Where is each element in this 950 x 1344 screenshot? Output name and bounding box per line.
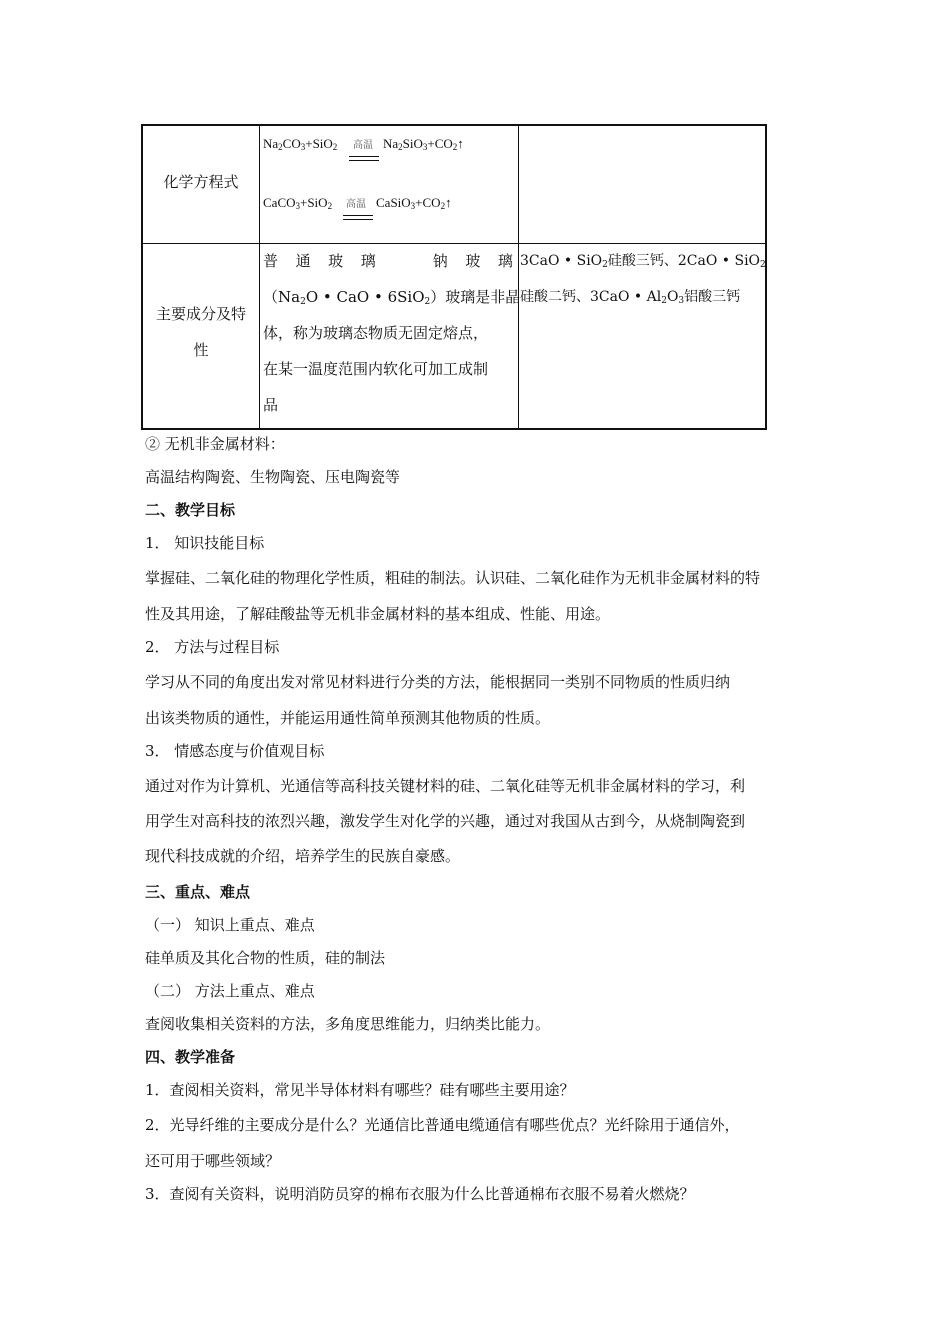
row-label-line: 性 bbox=[193, 341, 209, 359]
section-heading: 四、教学准备 bbox=[145, 1048, 236, 1066]
equation-right-1: $Na_2SiO_3+CO_2↑$ bbox=[383, 136, 464, 152]
list-item-continuation: 还可用于哪些领域？ bbox=[145, 1152, 281, 1170]
row-label-line: 主要成分及特 bbox=[155, 305, 246, 323]
subheading: （一） 知识上重点、难点 bbox=[145, 916, 315, 934]
paragraph-line: 学习从不同的角度出发对常见材料进行分类的方法，能根据同一类别不同物质的性质归纳 bbox=[145, 673, 731, 691]
cement-line-1: 3CaO • SiO$_2$硅酸三钙、2CaO • SiO$_2$ bbox=[520, 253, 766, 270]
equation-left-1: $Na_2CO_3+SiO_2$ bbox=[263, 136, 338, 152]
paragraph-line: 硅单质及其化合物的性质，硅的制法 bbox=[145, 949, 386, 967]
glass-line-2: （$Na_2O$ • CaO • 6SiO$_2$）玻璃是非晶 bbox=[263, 288, 521, 307]
section-heading: 三、重点、难点 bbox=[145, 883, 251, 901]
list-item: 1．查阅相关资料，常见半导体材料有哪些？硅有哪些主要用途？ bbox=[145, 1081, 575, 1099]
paragraph-line: 高温结构陶瓷、生物陶瓷、压电陶瓷等 bbox=[145, 468, 401, 486]
glass-line-3: 体，称为玻璃态物质无固定熔点， bbox=[263, 324, 489, 342]
column-divider bbox=[518, 126, 519, 428]
glass-cell bbox=[263, 243, 521, 423]
subheading: 3． 情感态度与价值观目标 bbox=[145, 742, 325, 760]
glass-line-5: 品 bbox=[263, 396, 279, 414]
cement-line-2: 硅酸二钙、3CaO • $Al_2O_3$铝酸三钙 bbox=[520, 289, 741, 306]
glass-line-4: 在某一温度范围内软化可加工成制 bbox=[263, 360, 489, 378]
list-item: 2．光导纤维的主要成分是什么？光通信比普通电缆通信有哪些优点？光纤除用于通信外， bbox=[145, 1116, 740, 1134]
section-heading: 二、教学目标 bbox=[145, 501, 236, 519]
paragraph-line: 性及其用途，了解硅酸盐等无机非金属材料的基本组成、性能、用途。 bbox=[145, 605, 611, 623]
equation-right-2: $CaSiO_3+CO_2↑$ bbox=[376, 195, 452, 211]
row-label-equation: 化学方程式 bbox=[163, 173, 239, 191]
subheading: （二） 方法上重点、难点 bbox=[145, 982, 315, 1000]
subheading: 1． 知识技能目标 bbox=[145, 534, 265, 552]
paragraph-line: 掌握硅、二氧化硅的物理化学性质，粗硅的制法。认识硅、二氧化硅作为无机非金属材料的特 bbox=[145, 569, 761, 587]
paragraph-line: 出该类物质的通性，并能运用通性简单预测其他物质的性质。 bbox=[145, 709, 551, 727]
list-item: 3．查阅有关资料，说明消防员穿的棉布衣服为什么比普通棉布衣服不易着火燃烧？ bbox=[145, 1185, 695, 1203]
cement-cell bbox=[520, 243, 766, 315]
paragraph-line: 现代科技成就的介绍，培养学生的民族自豪感。 bbox=[145, 847, 461, 865]
equals-sign bbox=[343, 215, 373, 220]
comparison-table bbox=[141, 124, 767, 430]
reaction-condition: 高温 bbox=[346, 199, 366, 210]
glass-line-1: 普 通 玻 璃 钠 玻 璃 bbox=[263, 252, 513, 270]
row-label-composition bbox=[143, 298, 259, 366]
paragraph-line: 查阅收集相关资料的方法，多角度思维能力，归纳类比能力。 bbox=[145, 1015, 551, 1033]
equation-left-2: CaCO$_3$+SiO$_2$ bbox=[263, 195, 333, 211]
subheading: 2． 方法与过程目标 bbox=[145, 638, 280, 656]
equals-sign bbox=[349, 156, 379, 161]
paragraph-line: 通过对作为计算机、光通信等高科技关键材料的硅、二氧化硅等无机非金属材料的学习，利 bbox=[145, 777, 746, 795]
reaction-condition: 高温 bbox=[353, 140, 373, 151]
column-divider bbox=[259, 126, 260, 428]
paragraph-line: ② 无机非金属材料： bbox=[145, 435, 285, 453]
paragraph-line: 用学生对高科技的浓烈兴趣，激发学生对化学的兴趣，通过对我国从古到今，从烧制陶瓷到 bbox=[145, 812, 746, 830]
